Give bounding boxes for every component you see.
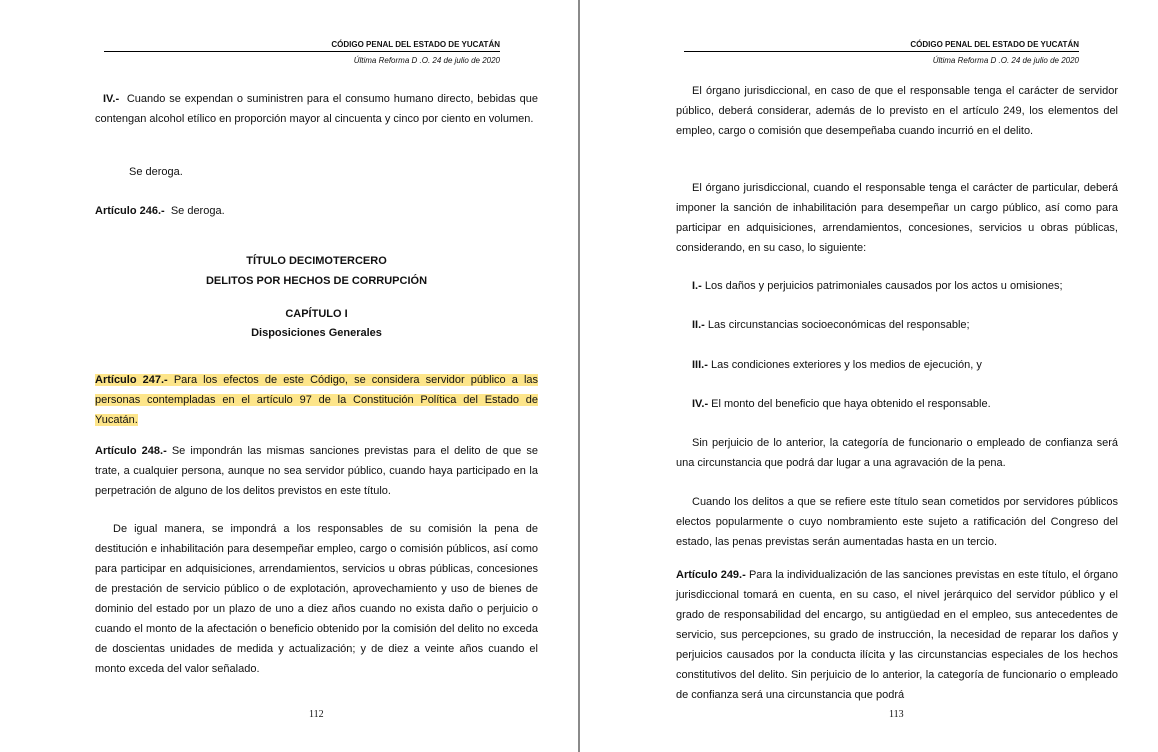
list-item-text: Las circunstancias socioeconómicas del responsable;: [707, 319, 970, 331]
fraction-iv-text: Cuando se expendan o suministren para el consumo humano directo, bebidas que contengan alcohol etílico en proporción mayor al cincuenta y cinco por ciento en volumen.: [95, 93, 538, 125]
article-247-text: Para los efectos de este Código, se considera servidor público a las personas contempladas en el artículo 97 de la Constitución Política del Estado de Yucatán.: [95, 374, 539, 426]
article-246: [95, 201, 538, 221]
page-number-right: 113: [889, 709, 904, 720]
chapter-name: Disposiciones Generales: [251, 327, 382, 339]
list-item: [692, 394, 1118, 414]
article-246-text: Se deroga.: [170, 205, 225, 217]
paragraph-servidor: El órgano jurisdiccional, en caso de que el responsable tenga el carácter de servidor público, deberá considerar, además de lo previsto en el artículo 249, los elementos del empleo, cargo o comisión que desempeñaba cuando incurrió en el delito.: [676, 85, 1118, 137]
paragraph-igual-manera: De igual manera, se impondrá a los responsables de su comisión la pena de destitución e inhabilitación para desempeñar empleo, cargo o comisión públicos, así como para participar en adquisiciones, arrendamientos, servicios u obras públicas, concesiones de prestación de servicio público o de explotación, aprovechamiento y uso de bienes de dominio del estado por un plazo de uno a diez años cuando no exista daño o perjuicio o cuando el monto de la afectación o beneficio obtenido por la comisión del delito no exceda de doscientas unidades de medida y actualización; y de diez a veinte años cuando el monto exceda del valor señalado.: [95, 523, 538, 675]
title-heading: TÍTULO DECIMOTERCERO: [246, 255, 387, 267]
right-page: [580, 0, 1158, 752]
list-item-label: I.-: [692, 280, 702, 292]
article-247-highlight: [95, 374, 538, 426]
article-249-label: Artículo 249.-: [676, 569, 746, 581]
article-246-label: Artículo 246.-: [95, 205, 165, 217]
list-item-label: IV.-: [692, 398, 709, 410]
header-subtitle: Última Reforma D .O. 24 de julio de 2020: [932, 56, 1079, 65]
title-subheading: DELITOS POR HECHOS DE CORRUPCIÓN: [205, 275, 428, 287]
article-249: [676, 565, 1118, 705]
left-page: [0, 0, 578, 752]
list-item-label: II.-: [692, 319, 705, 331]
header-title: CÓDIGO PENAL DEL ESTADO DE YUCATÁN: [331, 40, 500, 49]
list-item: [692, 355, 1118, 375]
list-item-text: Las condiciones exteriores y los medios de ejecución, y: [710, 359, 982, 371]
chapter-heading: CAPÍTULO I: [285, 308, 348, 320]
header-rule: [684, 51, 1079, 52]
article-247-label: Artículo 247.-: [95, 374, 168, 386]
list-item: [692, 315, 1118, 335]
list-item-label: III.-: [692, 359, 708, 371]
article-247: [95, 370, 538, 430]
fraction-iv: [95, 89, 538, 129]
article-248-text: Se impondrán las mismas sanciones previstas para el delito de que se trate, a cualquier persona, aunque no sea servidor público, cuando haya participado en la perpetración de alguno de los delitos previstos en este título.: [95, 445, 538, 497]
list-item: [692, 276, 1118, 296]
header-rule: [104, 51, 500, 52]
paragraph-agravacion: Sin perjuicio de lo anterior, la categoría de funcionario o empleado de confianza será una circunstancia que podrá dar lugar a una agravación de la pena.: [676, 437, 1118, 469]
paragraph-electos: Cuando los delitos a que se refiere este título sean cometidos por servidores públicos electos popularmente o cuyo nombramiento este sujeto a ratificación del Congreso del estado, las penas previstas serán aumentadas hasta en un tercio.: [676, 496, 1118, 548]
page-number-left: 112: [309, 709, 324, 720]
article-249-text: Para la individualización de las sanciones previstas en este título, el órgano jurisdiccional tomará en cuenta, en su caso, el nivel jerárquico del servidor público y el grado de responsabilidad del encargo, su antigüedad en el empleo, sus antecedentes de servicio, sus percepciones, su grado de instrucción, la necesidad de reparar los daños y perjuicios causados por la conducta ilícita y las circunstancias especiales de los hechos constitutivos del delito. Sin perjuicio de lo anterior, la categoría de funcionario o empleado de confianza será una circunstancia que podrá: [676, 569, 1119, 701]
paragraph-particular: El órgano jurisdiccional, cuando el responsable tenga el carácter de particular, deberá imponer la sanción de inhabilitación para desempeñar un cargo público, así como para participar en adquisiciones, arrendamientos, concesiones, servicios u obras públicas, considerando, en su caso, lo siguiente:: [676, 182, 1118, 254]
list-item-text: El monto del beneficio que haya obtenido el responsable.: [711, 398, 991, 410]
header-subtitle: Última Reforma D .O. 24 de julio de 2020: [353, 56, 500, 65]
header-title: CÓDIGO PENAL DEL ESTADO DE YUCATÁN: [910, 40, 1079, 49]
fraction-iv-label: IV.-: [103, 93, 120, 105]
derogated-note: Se deroga.: [129, 166, 183, 178]
article-248-label: Artículo 248.-: [95, 445, 167, 457]
list-item-text: Los daños y perjuicios patrimoniales causados por los actos u omisiones;: [704, 280, 1063, 292]
article-248: [95, 441, 538, 501]
